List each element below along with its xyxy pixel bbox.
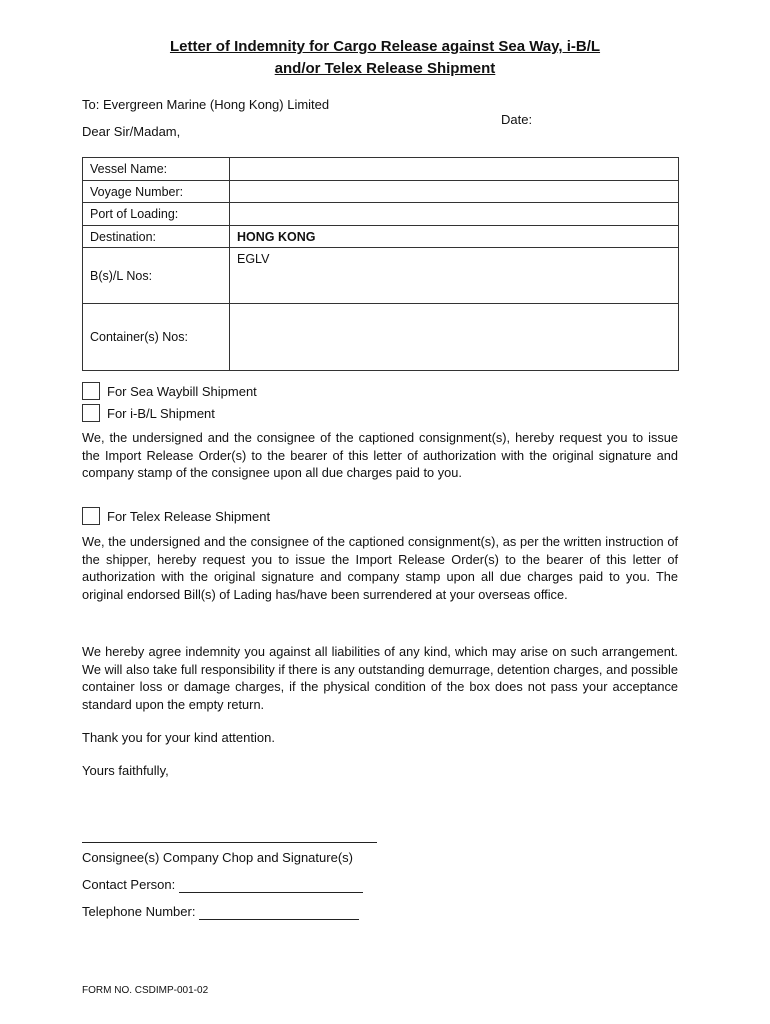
telex-request-paragraph: We, the undersigned and the consignee of the captioned consignment(s), as per the written instruction of the shipper, hereby request you to issue the Import Release Order(s) to the bearer of this letter of authorization with the original signature and company stamp upon all due charges paid to you. The original endorsed Bill(s) of Lading has/have been surrendered at your overseas office. <box>82 534 678 602</box>
ibl-option-label: For i-B/L Shipment <box>107 406 215 421</box>
thanks-text: Thank you for your kind attention. <box>82 730 275 745</box>
shipment-details-table <box>82 157 679 371</box>
telex-option-label: For Telex Release Shipment <box>107 509 271 524</box>
contact-person-label: Contact Person: <box>82 877 176 892</box>
contact-person-row <box>82 876 363 893</box>
telephone-label: Telephone Number: <box>82 904 196 919</box>
form-number: FORM NO. CSDIMP-001-02 <box>82 985 209 996</box>
ibl-checkbox[interactable] <box>82 404 100 422</box>
container-numbers-label: Container(s) Nos: <box>83 304 230 371</box>
sea-waybill-option-label: For Sea Waybill Shipment <box>107 384 257 399</box>
telephone-row <box>82 903 359 920</box>
form-title-line1: Letter of Indemnity for Cargo Release against Sea Way, i-B/L <box>169 38 601 55</box>
destination-label: Destination: <box>83 226 230 248</box>
telephone-field[interactable] <box>199 906 359 920</box>
telex-release-checkbox[interactable] <box>82 507 100 525</box>
vessel-name-label: Vessel Name: <box>83 158 230 181</box>
addressee: To: Evergreen Marine (Hong Kong) Limited <box>82 97 330 112</box>
voyage-number-field[interactable] <box>230 181 679 203</box>
date-label: Date: <box>501 112 533 127</box>
vessel-name-field[interactable] <box>230 158 679 181</box>
voyage-number-label: Voyage Number: <box>83 181 230 203</box>
sea-ibl-request-paragraph: We, the undersigned and the consignee of the captioned consignment(s), hereby request you to issue the Import Release Order(s) to the bearer of this letter of authorization with the original signature and company stamp of the consignee upon all due charges paid to you. <box>82 430 678 481</box>
container-numbers-field[interactable] <box>230 304 679 371</box>
bl-numbers-field[interactable]: EGLV <box>230 248 679 304</box>
bl-numbers-label: B(s)/L Nos: <box>83 248 230 304</box>
port-of-loading-label: Port of Loading: <box>83 203 230 226</box>
form-title-line2: and/or Telex Release Shipment <box>274 60 496 77</box>
salutation: Dear Sir/Madam, <box>82 124 181 139</box>
sea-waybill-checkbox[interactable] <box>82 382 100 400</box>
contact-person-field[interactable] <box>179 879 363 893</box>
port-of-loading-field[interactable] <box>230 203 679 226</box>
company-chop-label: Consignee(s) Company Chop and Signature(s) <box>82 850 353 865</box>
closing-text: Yours faithfully, <box>82 763 169 778</box>
indemnity-paragraph: We hereby agree indemnity you against all liabilities of any kind, which may arise on such arrangement. We will also take full responsibility if there is any outstanding demurrage, detention charges, and possible container loss or damage charges, if the physical condition of the box does not pass your acceptance standard upon the empty return. <box>82 644 678 712</box>
signature-line[interactable] <box>82 842 377 843</box>
destination-field[interactable]: HONG KONG <box>230 226 679 248</box>
